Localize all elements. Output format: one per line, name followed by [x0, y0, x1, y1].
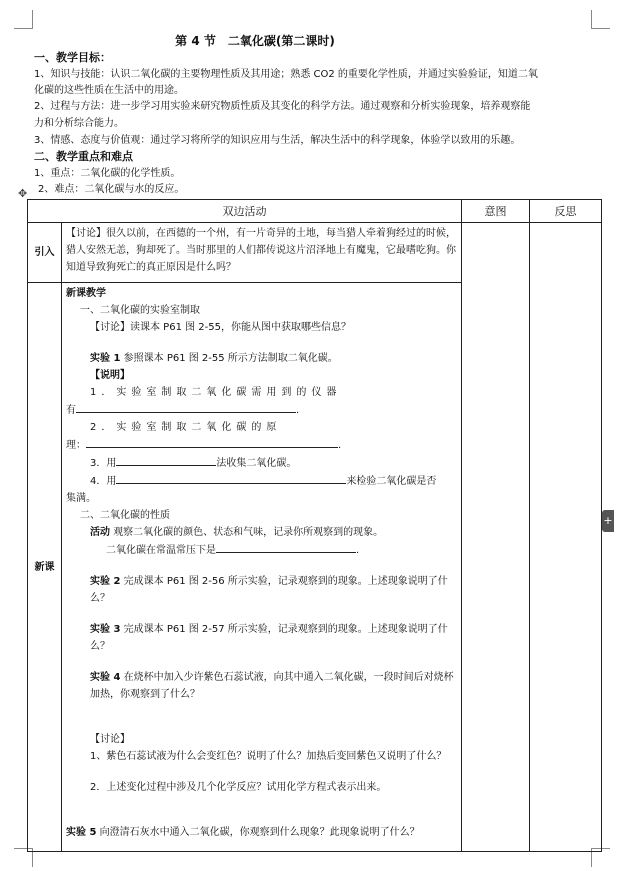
answer-blank-1[interactable]	[76, 401, 296, 413]
new-lesson-heading: 新课教学	[66, 288, 106, 299]
answer-blank-4[interactable]	[116, 472, 346, 484]
activity-fill-text: 二氧化碳在常温常压下是	[106, 545, 216, 556]
activity-label: 活动	[90, 527, 110, 538]
question-2b: 理：	[66, 440, 86, 451]
part-1-heading: 一、二氧化碳的实验室制取	[80, 305, 200, 316]
question-4c: 集满。	[66, 493, 96, 504]
goal-1b: 化碳的这些性质在生活中的用途。	[34, 85, 184, 96]
discussion-2-q2: 2．上述变化过程中涉及几个化学反应？试用化学方程式表示出来。	[90, 782, 387, 793]
question-4b: 来检验二氧化碳是否	[346, 476, 437, 487]
expand-plus-icon[interactable]: +	[602, 510, 614, 532]
intent-cell[interactable]	[462, 223, 530, 852]
question-1b: 有	[66, 405, 76, 416]
table-header-row	[28, 200, 602, 223]
question-2a: 2．实验室制取二氧化碳的原	[90, 422, 282, 433]
new-lesson-cell: 新课教学 一、二氧化碳的实验室制取 【讨论】读课本 P61 图 2-55，你能从图中获取哪些信息？ 实验 1 参照课本 P61 图 2-55 所示方法制取二氧化碳。 【说明】 1．实验室制取二氧化碳需用到的仪器 有 . 2．实验室制取二氧化碳的原 理： . 3．用 法收集二氧化碳。 4．用 来检验二氧化碳是否 集满。 二、二氧化碳的性质 活动 观察二氧化碳的颜色、状态和气味，记录你所观察到的现象。 二氧化碳在常温常压下是 . 实验 2 完成课本 P61 图 2-56 所示实验，记录观察到的现象。上述现象说明了什么？ 实验 3 完成课本 P61 图 2-57 所示实验，记录观察到的现象。上述现象说明了什么？ 实验 4 在烧杯中加入少许紫色石蕊试液，向其中通入二氧化碳，一段时间后对烧杯加热，你观察到了什么？ 【讨论】 1、紫色石蕊试液为什么会变红色？说明了什么？加热后变回紫色又说明了什么？ 2．上述变化过程中涉及几个化学反应？试用化学方程式表示出来。 实验 5 向澄清石灰水中通入二氧化碳，你观察到什么现象？此现象说明了什么？	[62, 283, 462, 852]
goal-3: 3、情感、态度与价值观：通过学习将所学的知识应用与生活，解决生活中的科学现象，体验学以致用的乐趣。	[34, 135, 521, 146]
activity-text: 观察二氧化碳的颜色、状态和气味，记录你所观察到的现象。	[113, 527, 384, 538]
move-handle-icon[interactable]: ✥	[18, 187, 28, 200]
note-label: 【说明】	[90, 370, 130, 381]
experiment-1-label: 实验 1	[90, 353, 121, 364]
discussion-1: 【讨论】读课本 P61 图 2-55，你能从图中获取哪些信息？	[90, 322, 351, 333]
experiment-3-text: 完成课本 P61 图 2-57 所示实验，记录观察到的现象。上述现象说明了什么？	[90, 624, 448, 652]
experiment-1-text: 参照课本 P61 图 2-55 所示方法制取二氧化碳。	[123, 353, 338, 364]
discussion-2-label: 【讨论】	[90, 734, 130, 745]
experiment-3-label: 实验 3	[90, 624, 121, 635]
row-label-intro: 引入	[28, 223, 62, 283]
goal-2b: 力和分析综合能力。	[34, 118, 124, 129]
header-activity: 双边活动	[28, 200, 462, 223]
section-heading-keypoints: 二、教学重点和难点	[34, 150, 133, 163]
experiment-4-label: 实验 4	[90, 672, 121, 683]
difficult-point: 2、难点：二氧化碳与水的反应。	[38, 184, 185, 195]
page-title: 第 4 节 二氧化碳(第二课时)	[175, 34, 335, 48]
table-row-intro	[28, 223, 602, 283]
lesson-table	[27, 199, 602, 852]
experiment-4-text: 在烧杯中加入少许紫色石蕊试液，向其中通入二氧化碳，一段时间后对烧杯加热，你观察到了什么？	[90, 672, 454, 700]
reflection-cell[interactable]	[530, 223, 602, 852]
question-3b: 法收集二氧化碳。	[216, 458, 297, 469]
answer-blank-5[interactable]	[216, 541, 356, 553]
intro-text: 【讨论】很久以前，在西德的一个州，有一片奇异的土地，每当猎人牵着狗经过的时候，猎人安然无恙，狗却死了。当时那里的人们都传说这片沼泽地上有魔鬼，它最嗜吃狗。你知道导致狗死亡的真正原因是什么吗？	[62, 223, 462, 283]
crop-mark-top-right	[591, 10, 610, 29]
header-reflection: 反思	[530, 200, 602, 223]
experiment-5-text: 向澄清石灰水中通入二氧化碳，你观察到什么现象？此现象说明了什么？	[99, 827, 420, 838]
goal-2a: 2、过程与方法：进一步学习用实验来研究物质性质及其变化的科学方法。通过观察和分析实验现象，培养观察能	[34, 101, 531, 112]
question-4a: 4．用	[90, 476, 117, 487]
experiment-2-text: 完成课本 P61 图 2-56 所示实验，记录观察到的现象。上述现象说明了什么？	[90, 576, 448, 604]
section-heading-goals: 一、教学目标：	[34, 51, 111, 64]
question-3a: 3．用	[90, 458, 117, 469]
part-2-heading: 二、二氧化碳的性质	[80, 510, 170, 521]
goal-1a: 1、知识与技能：认识二氧化碳的主要物理性质及其用途；熟悉 CO2 的重要化学性质，并通过实验验证，知道二氧	[34, 69, 538, 80]
crop-mark-top-left	[14, 10, 33, 29]
discussion-2-q1: 1、紫色石蕊试液为什么会变红色？说明了什么？加热后变回紫色又说明了什么？	[90, 751, 447, 762]
answer-blank-3[interactable]	[116, 454, 216, 466]
row-label-new: 新课	[28, 283, 62, 852]
question-1a: 1．实验室制取二氧化碳需用到的仪器	[90, 387, 342, 398]
answer-blank-2[interactable]	[86, 436, 338, 448]
key-point: 1、重点：二氧化碳的化学性质。	[34, 168, 181, 179]
experiment-2-label: 实验 2	[90, 576, 121, 587]
experiment-5-label: 实验 5	[66, 827, 97, 838]
header-intent: 意图	[462, 200, 530, 223]
